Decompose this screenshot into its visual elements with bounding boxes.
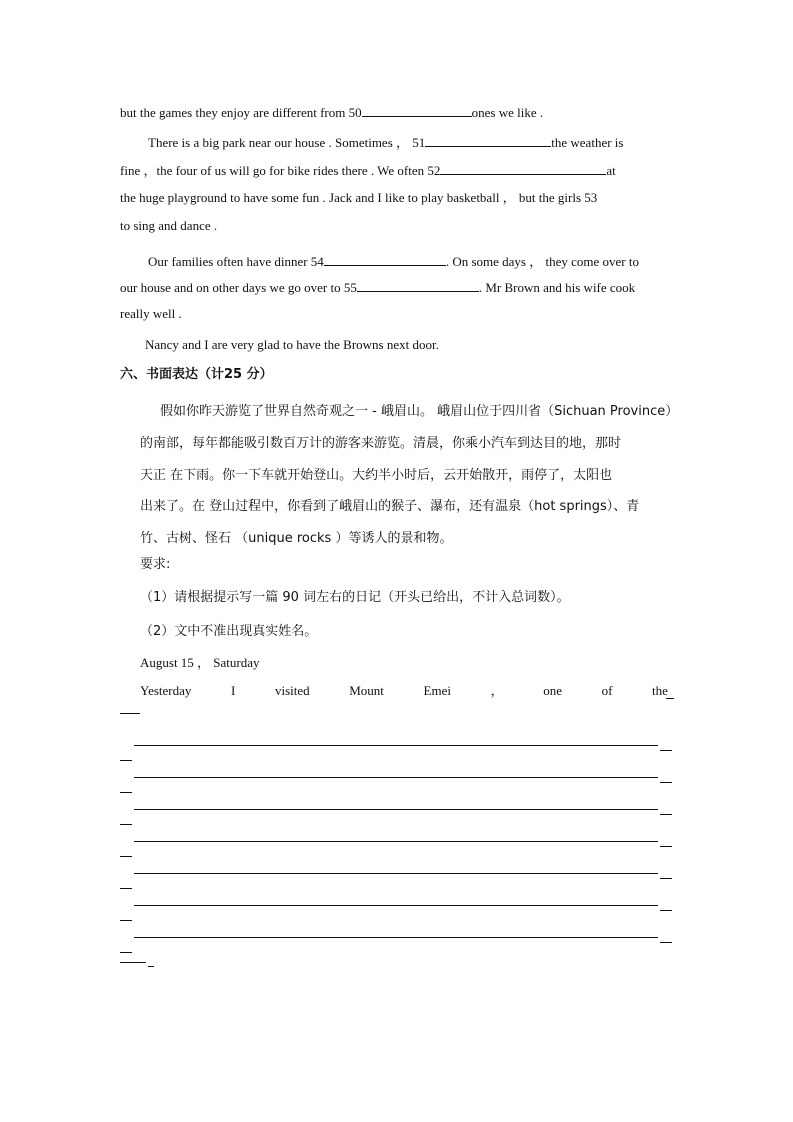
passage-text: our house and on other days we go over to 55 (120, 280, 357, 295)
section-heading: 六、书面表达（计25 分） (120, 367, 273, 382)
diary-date: August 15 ， Saturday (140, 655, 260, 670)
diary-word: one (543, 683, 562, 698)
passage-line-6 (148, 253, 639, 270)
writing-line-stub (120, 824, 132, 825)
passage-line-2 (148, 134, 623, 151)
writing-line-stub (120, 952, 132, 953)
writing-line-stub (660, 814, 672, 815)
blank-54[interactable] (324, 253, 446, 266)
diary-word: visited (274, 683, 310, 698)
writing-line-stub (120, 920, 132, 921)
passage-text: to sing and dance . (120, 218, 218, 233)
passage-line-8 (120, 306, 182, 322)
writing-line-stub (660, 782, 672, 783)
requirement-2: （2）文中不准出现真实姓名。 (140, 624, 318, 639)
diary-word: Emei (423, 683, 451, 698)
writing-line-stub (120, 888, 132, 889)
passage-line-5 (120, 218, 217, 234)
blank-50[interactable] (362, 104, 472, 117)
writing-line-stub (660, 942, 672, 943)
blank-51[interactable] (425, 134, 551, 147)
prompt-line-3: 天正 在下雨。你一下车就开始登山。大约半小时后，云开始散开，雨停了，太阳也 (140, 468, 613, 483)
writing-line-stub (120, 856, 132, 857)
passage-text: There is a big park near our house . Sometimes ， 51 (148, 135, 426, 150)
writing-line-stub (660, 750, 672, 751)
passage-text: fine ，the four of us will go for bike rides there . We often 52 (120, 163, 441, 178)
writing-line-stub (148, 966, 154, 967)
diary-word: Mount (349, 683, 384, 698)
diary-word: Yesterday (140, 683, 192, 698)
diary-opening-line (140, 683, 668, 699)
writing-line[interactable] (134, 937, 658, 938)
requirement-1: （1）请根据提示写一篇 90 词左右的日记（开头已给出，不计入总词数）。 (140, 590, 570, 605)
writing-line-stub (120, 713, 140, 714)
writing-line-stub (120, 760, 132, 761)
writing-line-stub (660, 910, 672, 911)
writing-line[interactable] (134, 873, 658, 874)
blank-55[interactable] (357, 279, 479, 292)
diary-word: I (231, 683, 236, 698)
passage-text: ones we like . (471, 105, 544, 120)
writing-line-stub (666, 698, 674, 699)
diary-word: of (601, 683, 613, 698)
writing-line[interactable] (134, 905, 658, 906)
passage-text: at (606, 163, 616, 178)
writing-line[interactable] (134, 809, 658, 810)
writing-line[interactable] (134, 841, 658, 842)
writing-line[interactable] (134, 745, 658, 746)
passage-text: . Mr Brown and his wife cook (478, 280, 636, 295)
passage-line-4 (120, 190, 597, 206)
writing-line-stub (660, 846, 672, 847)
writing-line[interactable] (134, 777, 658, 778)
requirements-title: 要求: (140, 557, 171, 572)
passage-line-9 (145, 337, 439, 353)
passage-text: Our families often have dinner 54 (148, 254, 324, 269)
passage-line-1 (120, 104, 543, 121)
writing-line-stub (120, 962, 146, 963)
passage-text: the huge playground to have some fun . Jack and I like to play basketball ， but the girls 53 (120, 190, 598, 205)
passage-text: the weather is (551, 135, 624, 150)
prompt-line-2: 的南部，每年都能吸引数百万计的游客来游览。清晨，你乘小汽车到达目的地，那时 (140, 436, 622, 451)
passage-text: . On some days ， they come over to (445, 254, 639, 269)
passage-line-3 (120, 162, 616, 179)
diary-word: the (652, 683, 668, 698)
writing-line-stub (660, 878, 672, 879)
prompt-line-4: 出来了。在 登山过程中，你看到了峨眉山的猴子、瀑布，还有温泉（hot springs）、青 (140, 499, 640, 514)
writing-line-stub (120, 792, 132, 793)
blank-52[interactable] (440, 162, 606, 175)
prompt-line-5: 竹、古树、怪石 （unique rocks ）等诱人的景和物。 (140, 531, 453, 546)
passage-text: but the games they enjoy are different from 50 (120, 105, 362, 120)
passage-text: really well . (120, 306, 182, 321)
passage-text: Nancy and I are very glad to have the Browns next door. (145, 337, 439, 352)
passage-line-7 (120, 279, 635, 296)
diary-word: ， (490, 683, 504, 698)
prompt-line-1: 假如你昨天游览了世界自然奇观之一 - 峨眉山。 峨眉山位于四川省（Sichuan Province） (160, 404, 679, 419)
